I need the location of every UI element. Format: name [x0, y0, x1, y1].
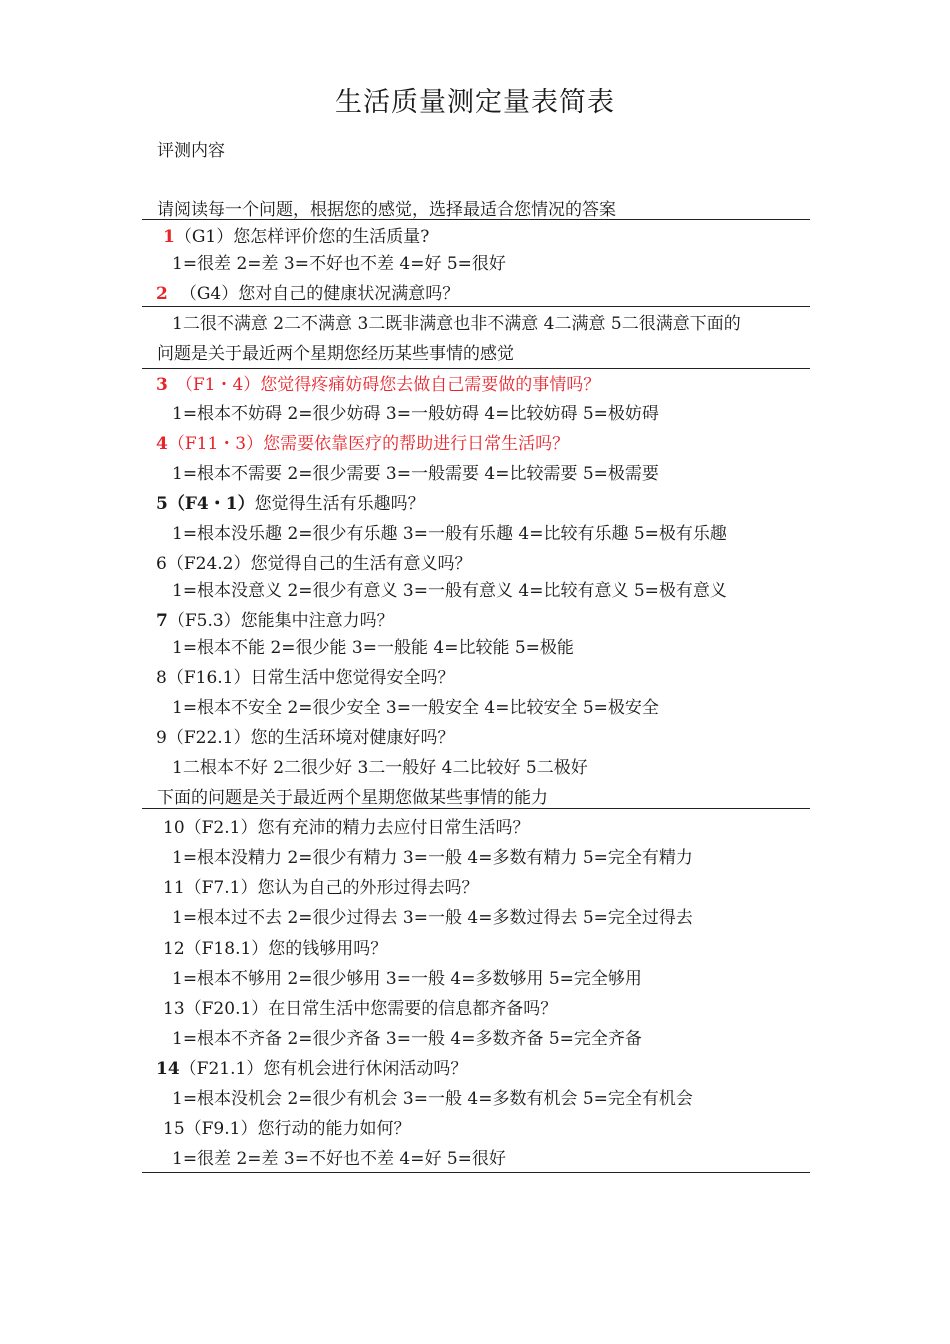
question-5 — [156, 493, 425, 515]
question-text: （G4）您对自己的健康状况满意吗？ — [179, 284, 460, 304]
question-number: 1 — [163, 227, 175, 247]
divider-line — [142, 368, 810, 369]
document-title: 生活质量测定量表简表 — [335, 87, 615, 118]
question-text: （G1）您怎样评价您的生活质量? — [174, 227, 430, 247]
instruction-text: 请阅读每一个问题，根据您的感觉，选择最适合您情况的答案 — [157, 200, 616, 220]
question-number: 13 — [163, 999, 185, 1019]
question-number: 5 — [156, 494, 168, 514]
question-14 — [156, 1058, 467, 1080]
question-text: 您觉得生活有乐趣吗？ — [254, 494, 425, 514]
question-2-options: 1二很不满意 2二不满意 3二既非满意也非不满意 4二满意 5二很满意下面的 — [172, 314, 741, 334]
question-number: 15 — [163, 1119, 185, 1139]
divider-line — [142, 1172, 810, 1173]
question-2 — [156, 283, 459, 305]
question-12 — [163, 938, 387, 960]
question-2-options-continued: 问题是关于最近两个星期您经历某些事情的感觉 — [157, 344, 514, 364]
question-1-options: 1=很差 2=差 3=不好也不差 4=好 5=很好 — [172, 254, 506, 274]
divider-line — [142, 808, 810, 809]
question-12-options: 1=根本不够用 2=很少够用 3=一般 4=多数够用 5=完全够用 — [172, 969, 642, 989]
question-number: 11 — [163, 878, 185, 898]
question-text: （F18.1）您的钱够用吗？ — [184, 939, 388, 959]
question-15 — [163, 1118, 410, 1140]
question-code: （F4・1） — [167, 494, 255, 514]
question-number: 9 — [156, 728, 167, 748]
question-number: 3 — [156, 375, 168, 395]
question-7-options: 1=根本不能 2=很少能 3=一般能 4=比较能 5=极能 — [172, 638, 574, 658]
question-number: 14 — [156, 1059, 180, 1079]
question-text: （F20.1）在日常生活中您需要的信息都齐备吗？ — [184, 999, 558, 1019]
section-2-heading: 下面的问题是关于最近两个星期您做某些事情的能力 — [157, 788, 548, 808]
question-8 — [156, 667, 454, 689]
question-number: 12 — [163, 939, 185, 959]
question-text: （F11・3）您需要依靠医疗的帮助进行日常生活吗？ — [167, 434, 570, 454]
question-number: 8 — [156, 668, 167, 688]
question-15-options: 1=很差 2=差 3=不好也不差 4=好 5=很好 — [172, 1149, 506, 1169]
question-number: 4 — [156, 434, 168, 454]
question-text: （F2.1）您有充沛的精力去应付日常生活吗？ — [184, 818, 530, 838]
question-6-options: 1=根本没意义 2=很少有意义 3=一般有意义 4=比较有意义 5=极有意义 — [172, 581, 727, 601]
question-6 — [156, 553, 471, 575]
question-11-options: 1=根本过不去 2=很少过得去 3=一般 4=多数过得去 5=完全过得去 — [172, 908, 693, 928]
question-7 — [156, 610, 394, 632]
question-1 — [163, 226, 429, 248]
question-4-options: 1=根本不需要 2=很少需要 3=一般需要 4=比较需要 5=极需要 — [172, 464, 659, 484]
question-4 — [156, 433, 569, 455]
question-14-options: 1=根本没机会 2=很少有机会 3=一般 4=多数有机会 5=完全有机会 — [172, 1089, 693, 1109]
divider-line — [142, 306, 810, 307]
question-number: 7 — [156, 611, 168, 631]
question-10-options: 1=根本没精力 2=很少有精力 3=一般 4=多数有精力 5=完全有精力 — [172, 848, 693, 868]
question-number: 2 — [156, 284, 168, 304]
question-text: （F9.1）您行动的能力如何？ — [184, 1119, 411, 1139]
question-text: （F7.1）您认为自己的外形过得去吗？ — [184, 878, 479, 898]
question-13-options: 1=根本不齐备 2=很少齐备 3=一般 4=多数齐备 5=完全齐备 — [172, 1029, 642, 1049]
question-11 — [163, 877, 478, 899]
question-13 — [163, 998, 557, 1020]
question-5-options: 1=根本没乐趣 2=很少有乐趣 3=一般有乐趣 4=比较有乐趣 5=极有乐趣 — [172, 524, 727, 544]
divider-line — [142, 219, 810, 220]
question-number: 10 — [163, 818, 185, 838]
question-3-options: 1=根本不妨碍 2=很少妨碍 3=一般妨碍 4=比较妨碍 5=极妨碍 — [172, 404, 659, 424]
question-3 — [156, 374, 600, 396]
question-8-options: 1=根本不安全 2=很少安全 3=一般安全 4=比较安全 5=极安全 — [172, 698, 659, 718]
section-label: 评测内容 — [157, 141, 225, 161]
question-10 — [163, 817, 529, 839]
question-text: （F21.1）您有机会进行休闲活动吗？ — [179, 1059, 468, 1079]
question-text: （F24.2）您觉得自己的生活有意义吗？ — [166, 554, 472, 574]
question-text: （F16.1）日常生活中您觉得安全吗？ — [166, 668, 455, 688]
question-9-options: 1二根本不好 2二很少好 3二一般好 4二比较好 5二极好 — [172, 758, 588, 778]
question-text: （F5.3）您能集中注意力吗？ — [167, 611, 394, 631]
question-number: 6 — [156, 554, 167, 574]
question-9 — [156, 727, 454, 749]
question-text: （F22.1）您的生活环境对健康好吗？ — [166, 728, 455, 748]
question-text: （F1・4）您觉得疼痛妨碍您去做自己需要做的事情吗？ — [175, 375, 601, 395]
